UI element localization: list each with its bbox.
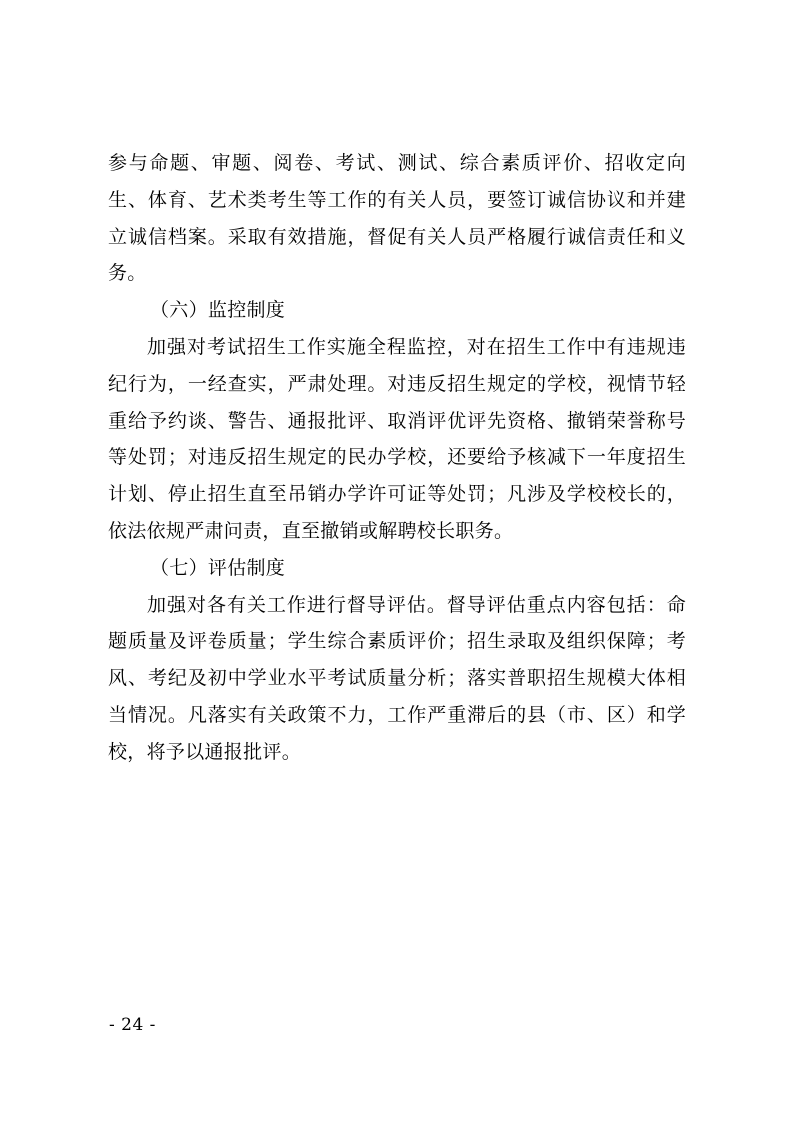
section-heading-evaluation: （七）评估制度 [150,556,286,579]
section-heading-monitoring: （六）监控制度 [150,299,286,322]
document-body [108,145,686,771]
paragraph-evaluation: 加强对各有关工作进行督导评估。督导评估重点内容包括：命题质量及评卷质量；学生综合素质评价；招生录取及组织保障；考风、考纪及初中学业水平考试质量分析；落实普职招生规模大体相当情况。凡落实有关政策不力，工作严重滞后的县（市、区）和学校，将予以通报批评。 [108,593,686,763]
page-number: - 24 - [109,1015,156,1035]
paragraph-monitoring: 加强对考试招生工作实施全程监控，对在招生工作中有违规违纪行为，一经查实，严肃处理。对违反招生规定的学校，视情节轻重给予约谈、警告、通报批评、取消评优评先资格、撤销荣誉称号等处罚；对违反招生规定的民办学校，还要给予核减下一年度招生计划、停止招生直至吊销办学许可证等处罚；凡涉及学校校长的，依法依规严肃问责，直至撤销或解聘校长职务。 [108,335,686,542]
paragraph-integrity-agreement: 参与命题、审题、阅卷、考试、测试、综合素质评价、招收定向生、体育、艺术类考生等工作的有关人员，要签订诚信协议和并建立诚信档案。采取有效措施，督促有关人员严格履行诚信责任和义务。 [108,152,686,285]
